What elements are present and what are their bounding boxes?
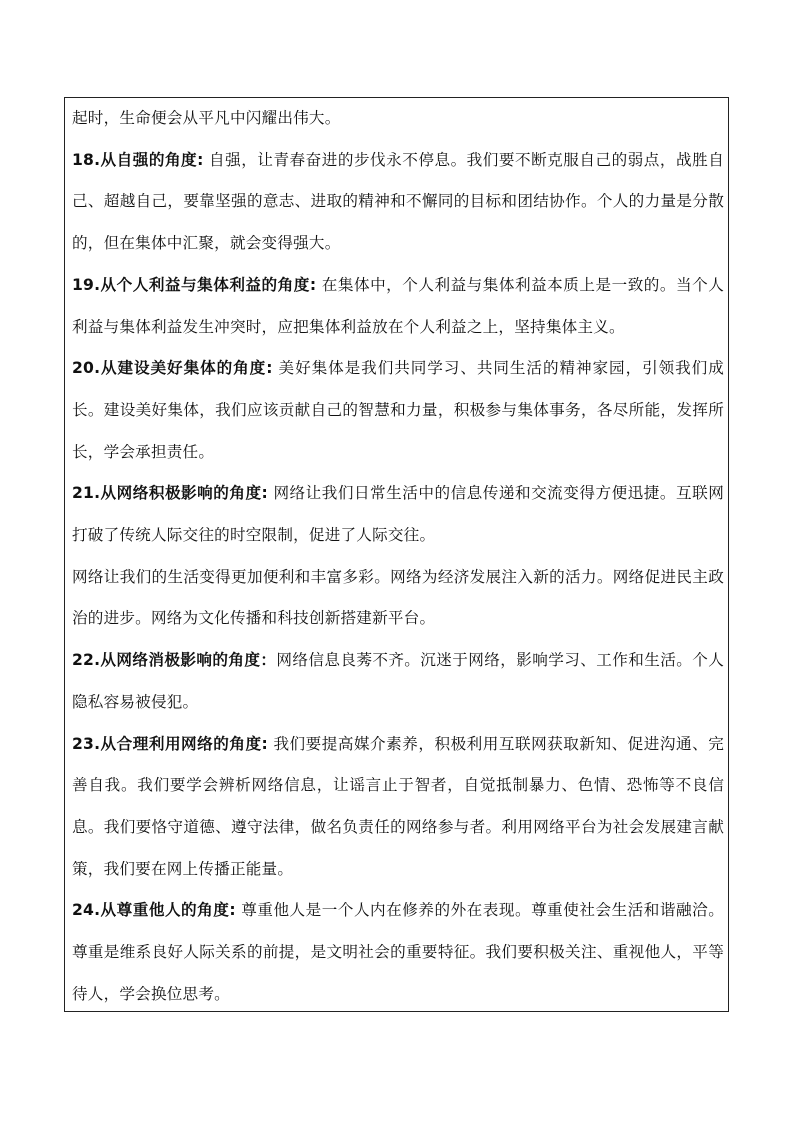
paragraph-heading: 23.从合理利用网络的角度:	[72, 734, 268, 753]
paragraph-network-benefits	[72, 557, 724, 640]
paragraph-network-usage	[72, 724, 724, 891]
paragraph-heading: 24.从尊重他人的角度:	[72, 901, 236, 920]
paragraph-heading: 20.从建设美好集体的角度:	[72, 359, 273, 378]
paragraph-building-collective	[72, 348, 724, 473]
paragraph-text: 在集体中，个人利益与集体利益本质上是一致的。当个人利益与集体利益发生冲突时，应把集体利益放在个人利益之上，坚持集体主义。	[72, 275, 724, 336]
paragraph-heading: 21.从网络积极影响的角度:	[72, 484, 268, 503]
paragraph-text: 网络信息良莠不齐。沉迷于网络，影响学习、工作和生活。个人隐私容易被侵犯。	[72, 651, 724, 711]
paragraph-text: 自强，让青春奋进的步伐永不停息。我们要不断克服自己的弱点，战胜自己、超越自己，要靠坚强的意志、进取的精神和不懈同的目标和团结协作。个人的力量是分散的，但在集体中汇聚，就会变得强大。	[72, 150, 724, 253]
paragraph-text: 网络让我们日常生活中的信息传递和交流变得方便迅捷。互联网打破了传统人际交往的时空限制，促进了人际交往。	[72, 484, 724, 545]
paragraph-self-strength	[72, 140, 724, 265]
paragraph-text: 起时，生命便会从平凡中闪耀出伟大。	[72, 109, 341, 127]
paragraph-heading: 22.从网络消极影响的角度：	[72, 651, 277, 670]
paragraph-personal-collective-interest	[72, 265, 724, 348]
paragraph-text: 美好集体是我们共同学习、共同生活的精神家园，引领我们成长。建设美好集体，我们应该贡献自己的智慧和力量，积极参与集体事务，各尽所能，发挥所长，学会承担责任。	[72, 359, 724, 461]
paragraph-network-positive	[72, 473, 724, 556]
paragraph-text: 我们要提高媒介素养，积极利用互联网获取新知、促进沟通、完善自我。我们要学会辨析网络信息，让谣言止于智者，自觉抵制暴力、色情、恐怖等不良信息。我们要恪守道德、遵守法律，做名负责任的网络参与者。利用网络平台为社会发展建言献策，我们要在网上传播正能量。	[72, 734, 724, 878]
paragraph-text: 尊重他人是一个人内在修养的外在表现。尊重使社会生活和谐融洽。尊重是维系良好人际关系的前提，是文明社会的重要特征。我们要积极关注、重视他人，平等待人，学会换位思考。	[72, 901, 724, 1003]
paragraph-heading: 19.从个人利益与集体利益的角度:	[72, 275, 317, 294]
document-body	[72, 98, 724, 1015]
paragraph-respect-others	[72, 890, 724, 1015]
paragraph-heading: 18.从自强的角度:	[72, 150, 204, 169]
paragraph-network-negative	[72, 640, 724, 723]
paragraph-continuation	[72, 98, 724, 140]
paragraph-text: 网络让我们的生活变得更加便利和丰富多彩。网络为经济发展注入新的活力。网络促进民主政治的进步。网络为文化传播和科技创新搭建新平台。	[72, 567, 724, 628]
